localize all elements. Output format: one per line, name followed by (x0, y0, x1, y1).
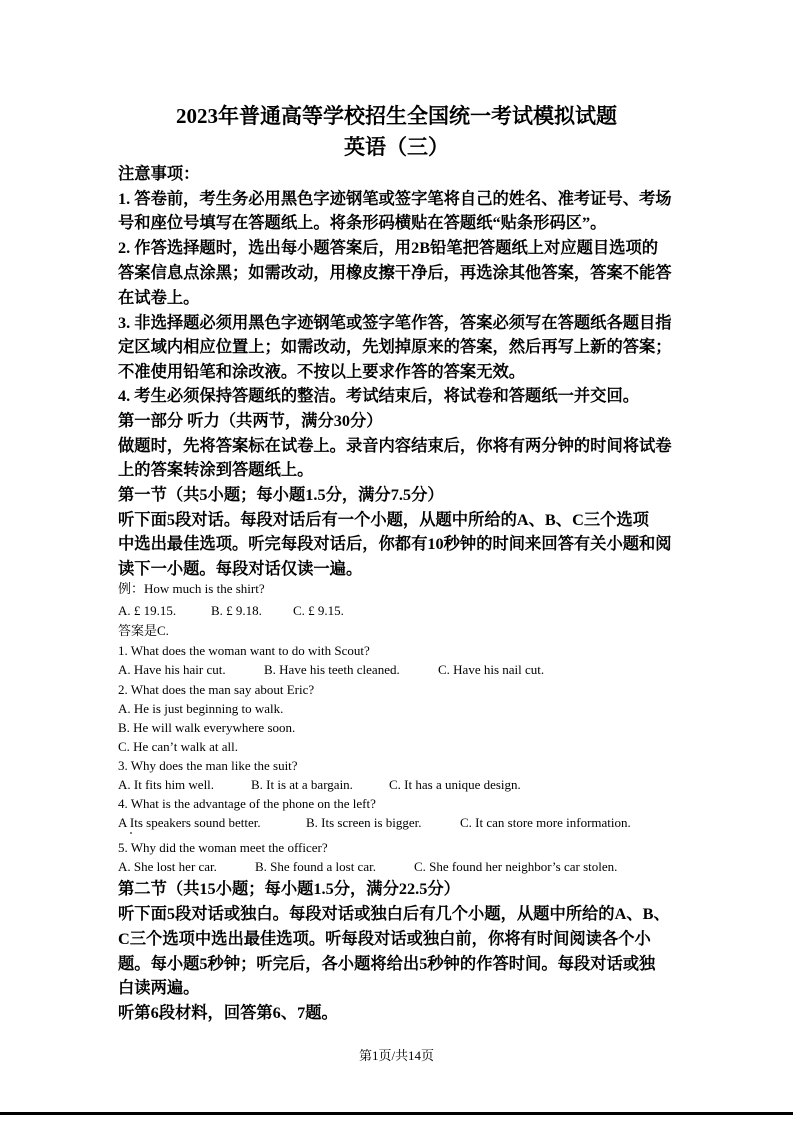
option: A. It fits him well. (118, 777, 215, 792)
option: A Its speakers sound better. (118, 815, 261, 830)
section1-heading: 第一节（共5小题；每小题1.5分，满分7.5分） (118, 485, 444, 504)
notes-line: 4. 考生必须保持答题纸的整洁。考试结束后，将试卷和答题纸一并交回。 (118, 386, 640, 405)
option: C. It has a unique design. (389, 777, 521, 792)
section2-intro-line: C三个选项中选出最佳选项。听每段对话或独白前，你将有时间阅读各个小 (118, 929, 651, 948)
option: B. She found a lost car. (255, 859, 376, 874)
notes-line: 答案信息点涂黑；如需改动，用橡皮擦干净后，再选涂其他答案，答案不能答 (118, 263, 672, 282)
part1-intro-line: 上的答案转涂到答题纸上。 (118, 460, 314, 479)
option: A. He is just beginning to walk. (118, 701, 284, 716)
option: B. Its screen is bigger. (306, 815, 422, 830)
exam-title: 2023年普通高等学校招生全国统一考试模拟试题 (176, 104, 617, 128)
notes-line: 1. 答卷前，考生务必用黑色字迹钢笔或签字笔将自己的姓名、准考证号、考场 (118, 189, 672, 208)
example-option: C. £ 9.15. (293, 603, 344, 618)
example-answer: 答案是C. (118, 623, 169, 638)
part1-heading: 第一部分 听力（共两节，满分30分） (118, 411, 383, 430)
notes-line: 不准使用铅笔和涂改液。不按以上要求作答的答案无效。 (118, 362, 526, 381)
exam-subtitle: 英语（三） (344, 135, 449, 159)
section1-intro-line: 中选出最佳选项。听完每段对话后，你都有10秒钟的时间来回答有关小题和阅 (118, 534, 672, 553)
option: C. Have his nail cut. (438, 662, 545, 677)
section2-instruction: 听第6段材料，回答第6、7题。 (118, 1003, 338, 1022)
notes-heading: 注意事项： (118, 164, 200, 183)
bottom-rule (0, 1112, 793, 1115)
question-text: 5. Why did the woman meet the officer? (118, 840, 328, 855)
example-option: A. £ 19.15. (118, 603, 177, 618)
option: B. It is at a bargain. (251, 777, 353, 792)
question-text: 3. Why does the man like the suit? (118, 758, 298, 773)
notes-line: 在试卷上。 (118, 288, 200, 307)
option: C. It can store more information. (460, 815, 631, 830)
option: B. He will walk everywhere soon. (118, 720, 296, 735)
part1-intro-line: 做题时，先将答案标在试卷上。录音内容结束后，你将有两分钟的时间将试卷 (118, 436, 672, 455)
section1-intro-line: 听下面5段对话。每段对话后有一个小题，从题中所给的A、B、C三个选项 (118, 510, 649, 529)
option: C. He can’t walk at all. (118, 739, 238, 754)
section2-intro-line: 听下面5段对话或独白。每段对话或独白后有几个小题，从题中所给的A、B、 (118, 904, 670, 923)
section1-intro-line: 读下一小题。每段对话仅读一遍。 (118, 559, 363, 578)
example-question: 例：How much is the shirt? (118, 581, 265, 596)
option: A. She lost her car. (118, 859, 217, 874)
section2-intro-line: 题。每小题5秒钟；听完后，各小题将给出5秒钟的作答时间。每段对话或独 (118, 954, 656, 973)
notes-line: 2. 作答选择题时，选出每小题答案后，用2B铅笔把答题纸上对应题目选项的 (118, 238, 659, 257)
question-text: 1. What does the woman want to do with Scout? (118, 643, 370, 658)
stray-dot (130, 832, 132, 834)
notes-line: 3. 非选择题必须用黑色字迹钢笔或签字笔作答，答案必须写在答题纸各题目指 (118, 313, 672, 332)
notes-line: 号和座位号填写在答题纸上。将条形码横贴在答题纸“贴条形码区”。 (118, 213, 607, 232)
section2-heading: 第二节（共15小题；每小题1.5分，满分22.5分） (118, 879, 460, 898)
page-number: 第1页/共14页 (358, 1048, 435, 1063)
option: C. She found her neighbor’s car stolen. (414, 859, 618, 874)
option: B. Have his teeth cleaned. (264, 662, 400, 677)
option: A. Have his hair cut. (118, 662, 226, 677)
question-text: 4. What is the advantage of the phone on the left? (118, 796, 376, 811)
example-option: B. £ 9.18. (211, 603, 262, 618)
question-text: 2. What does the man say about Eric? (118, 682, 315, 697)
notes-line: 定区域内相应位置上；如需改动，先划掉原来的答案，然后再写上新的答案； (118, 337, 672, 356)
section2-intro-line: 白读两遍。 (118, 978, 200, 997)
